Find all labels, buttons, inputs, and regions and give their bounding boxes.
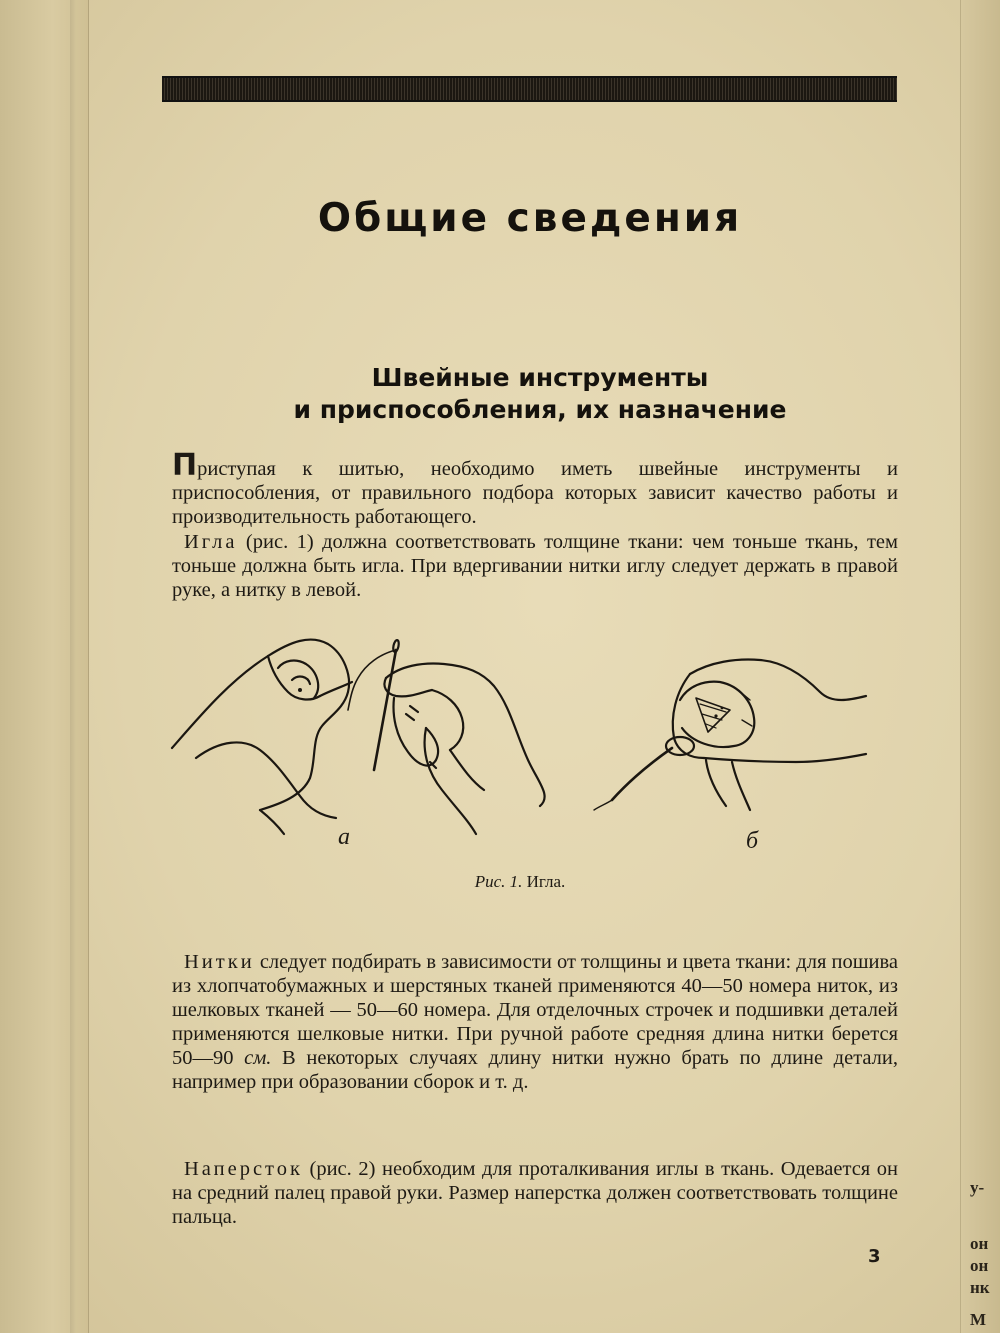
thread-text-2: В некоторых случаях длину нитки нужно брать по длине детали, например при образовании сборок и т. д. xyxy=(172,1047,899,1093)
needle-b xyxy=(612,748,672,800)
figure-label-b: б xyxy=(746,828,759,854)
section-heading-line-2: и приспособления, их назначение xyxy=(293,395,787,424)
section-heading xyxy=(170,362,910,426)
edge-fragment: он xyxy=(970,1256,989,1275)
needle-term: Игла xyxy=(184,531,238,553)
right-hand-outline xyxy=(386,664,545,806)
thread-a xyxy=(348,650,396,710)
needle-text: (рис. 1) должна соответствовать толщине ткани: чем тоньше ткань, тем тоньше должна быть игла. При вдергивании нитки иглу следует держать в правой руке, а нитку в левой. xyxy=(172,531,898,601)
figure-caption-text: Игла. xyxy=(526,872,566,891)
decorative-header-rule xyxy=(162,76,897,102)
thimble-term: Наперсток xyxy=(184,1158,303,1180)
hands-needle-drawing xyxy=(160,620,900,860)
edge-fragment: у- xyxy=(970,1178,985,1197)
edge-fragment: М xyxy=(970,1310,987,1329)
thread-unit: см. xyxy=(244,1047,272,1069)
thread-b xyxy=(594,800,612,810)
drop-cap: П xyxy=(172,448,198,483)
intro-text: риступая к шитью, необходимо иметь швейные инструменты и приспособления, от правильного подбора которых зависит качество работы и производительность работающего. xyxy=(172,458,898,528)
figure-caption-prefix: Рис. 1. xyxy=(474,872,523,891)
edge-fragment: он xyxy=(970,1234,989,1253)
page-title: Общие сведения xyxy=(317,196,743,241)
thread-term: Нитки xyxy=(184,951,255,973)
thimble-text: (рис. 2) необходим для проталкивания иглы в ткань. Одевается он на средний палец правой руки. Размер наперстка должен соответствовать толщине пальца. xyxy=(172,1158,898,1228)
section-heading-line-1: Швейные инструменты xyxy=(371,363,709,392)
thread-paragraph xyxy=(172,950,898,1094)
page-number: 3 xyxy=(868,1246,881,1267)
figure-caption xyxy=(0,872,1000,892)
left-hand-outline xyxy=(172,640,349,810)
figure-label-a: а xyxy=(338,824,350,850)
needle-paragraph xyxy=(172,530,898,602)
thimble-paragraph xyxy=(172,1157,898,1229)
intro-paragraph xyxy=(172,448,898,529)
figure-needle-illustration xyxy=(160,620,900,860)
edge-fragment: нк xyxy=(970,1278,990,1297)
thread-text-1: следует подбирать в зависимости от толщины и цвета ткани: для пошива из хлопчатобумажных и шерстяных тканей применяются 40—50 номера ниток, из шелковых тканей — 50—60 номера. Для отделочных строчек и подшивки деталей применяются шелковые нитки. При ручной работе средняя длина нитки берется 50—90 xyxy=(172,951,898,1069)
thimble-hand-outline xyxy=(690,660,866,700)
